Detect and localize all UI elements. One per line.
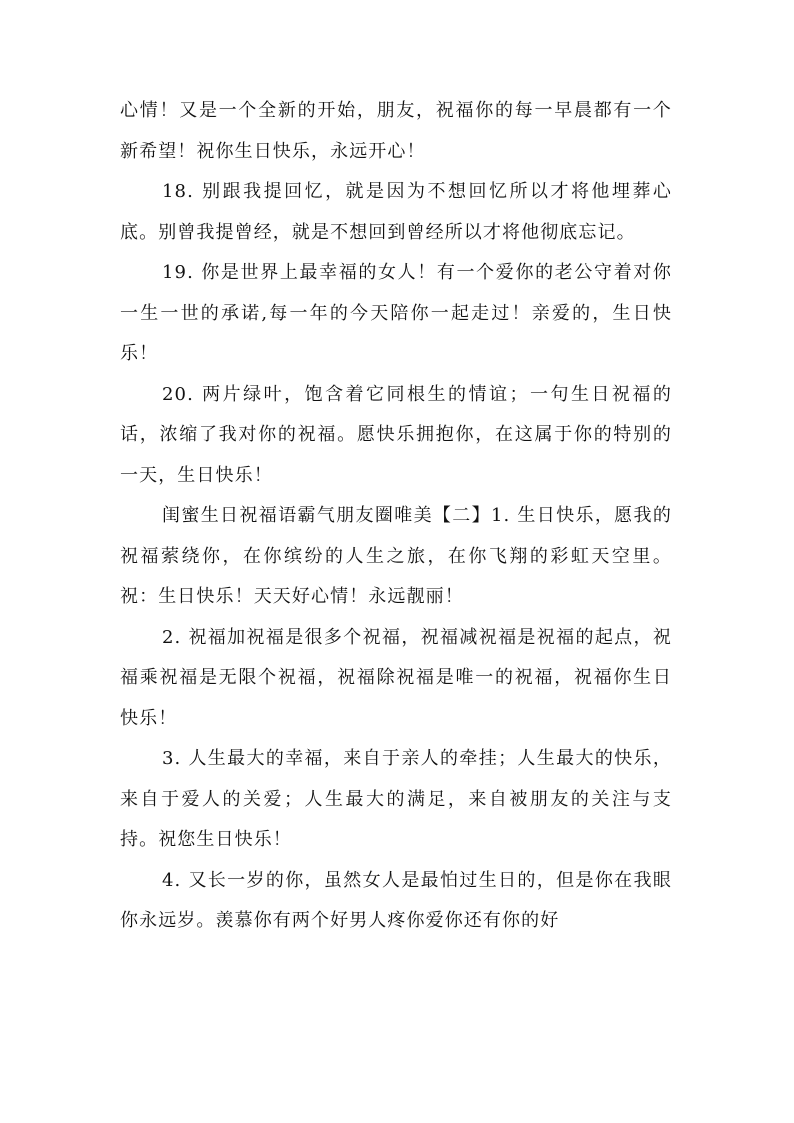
paragraph-5: 闺蜜生日祝福语霸气朋友圈唯美【二】1. 生日快乐，愿我的祝福萦绕你，在你缤纷的人生之旅，在你飞翔的彩虹天空里。祝：生日快乐！天天好心情！永远靓丽！: [120, 505, 672, 607]
paragraph-2: 18. 别跟我提回忆，就是因为不想回忆所以才将他埋葬心底。别曾我提曾经，就是不想回到曾经所以才将他彻底忘记。: [120, 181, 672, 243]
paragraph-6: 2. 祝福加祝福是很多个祝福，祝福减祝福是祝福的起点，祝福乘祝福是无限个祝福，祝福除祝福是唯一的祝福，祝福你生日快乐！: [120, 626, 672, 729]
document-body: [120, 91, 672, 942]
paragraph-8: 4. 又长一岁的你，虽然女人是最怕过生日的，但是你在我眼你永远岁。羡慕你有两个好男人疼你爱你还有你的好: [120, 869, 672, 931]
paragraph-3: 19. 你是世界上最幸福的女人！有一个爱你的老公守着对你一生一世的承诺,每一年的今天陪你一起走过！亲爱的，生日快乐！: [120, 262, 672, 364]
paragraph-4: 20. 两片绿叶，饱含着它同根生的情谊；一句生日祝福的话，浓缩了我对你的祝福。愿快乐拥抱你，在这属于你的特别的一天，生日快乐！: [120, 383, 672, 486]
paragraph-1: 心情！又是一个全新的开始，朋友，祝福你的每一早晨都有一个新希望！祝你生日快乐，永远开心！: [120, 100, 672, 162]
paragraph-7: 3. 人生最大的幸福，来自于亲人的牵挂；人生最大的快乐，来自于爱人的关爱；人生最大的满足，来自被朋友的关注与支持。祝您生日快乐！: [120, 748, 672, 850]
